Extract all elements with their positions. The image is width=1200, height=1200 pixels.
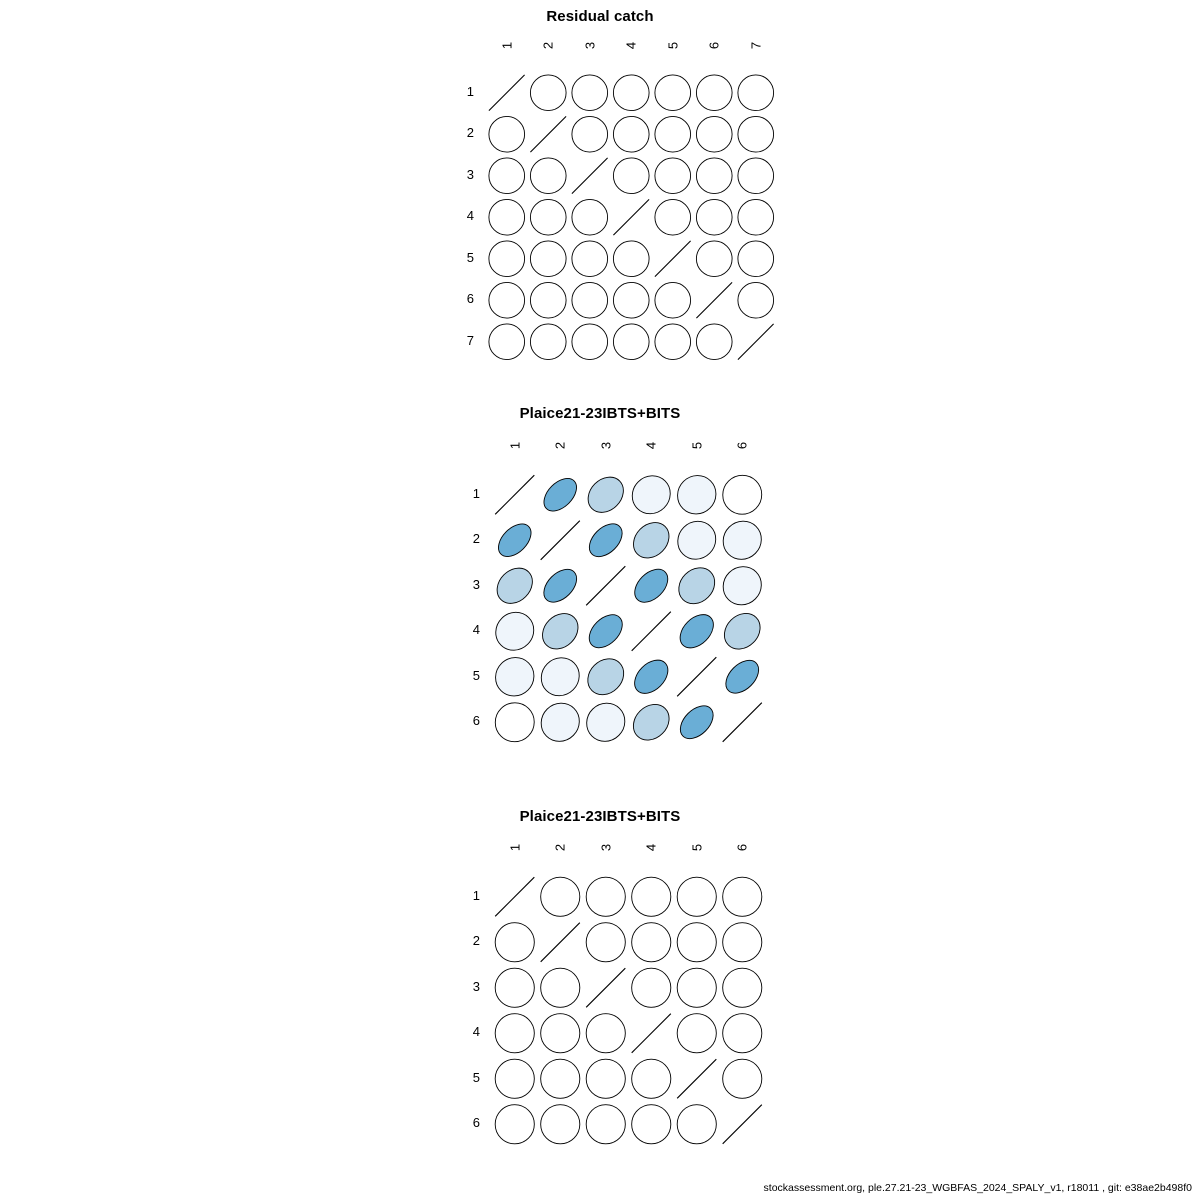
correlation-ellipse xyxy=(715,1051,765,1106)
correlation-ellipse xyxy=(720,654,765,699)
correlation-ellipse xyxy=(581,472,630,519)
row-label: 5 xyxy=(472,667,480,683)
column-label: 4 xyxy=(643,441,659,450)
column-label: 6 xyxy=(734,843,750,852)
correlation-ellipse xyxy=(523,234,573,284)
row-label: 1 xyxy=(472,485,480,501)
correlation-ellipse xyxy=(523,317,573,363)
correlation-ellipse xyxy=(689,192,739,242)
diagonal-line xyxy=(723,1105,762,1144)
correlation-ellipse xyxy=(538,472,583,517)
correlation-ellipse xyxy=(628,563,674,609)
correlation-matrix xyxy=(472,843,765,1147)
correlation-ellipse xyxy=(486,275,532,325)
diagonal-line xyxy=(677,657,716,696)
correlation-ellipse xyxy=(565,109,615,159)
column-label: 3 xyxy=(598,441,614,450)
correlation-ellipse xyxy=(486,192,532,242)
correlation-ellipse xyxy=(731,151,777,201)
correlation-ellipse xyxy=(578,1097,633,1147)
correlation-ellipse xyxy=(669,1097,724,1147)
diagonal-line xyxy=(696,282,732,318)
correlation-ellipse xyxy=(533,960,588,1015)
correlation-ellipse xyxy=(486,109,532,159)
diagonal-line xyxy=(495,877,534,916)
correlation-ellipse xyxy=(492,960,542,1015)
correlation-matrix xyxy=(466,41,777,363)
chart-panel xyxy=(0,8,1200,348)
correlation-ellipse xyxy=(533,874,588,924)
correlation-ellipse xyxy=(486,317,532,363)
correlation-ellipse xyxy=(523,192,573,242)
correlation-ellipse xyxy=(717,606,765,656)
correlation-ellipse xyxy=(581,652,631,702)
column-label: 7 xyxy=(748,41,764,50)
correlation-ellipse xyxy=(606,109,656,159)
correlation-ellipse xyxy=(648,109,698,159)
column-label: 1 xyxy=(507,843,523,852)
correlation-ellipse xyxy=(648,192,698,242)
correlation-ellipse xyxy=(715,874,765,924)
column-label: 4 xyxy=(643,843,659,852)
correlation-ellipse xyxy=(492,561,539,610)
correlation-ellipse xyxy=(674,608,720,654)
correlation-ellipse xyxy=(731,72,777,118)
correlation-ellipse xyxy=(533,1051,588,1106)
diagonal-line xyxy=(738,324,774,360)
row-label: 4 xyxy=(472,622,480,638)
row-label: 3 xyxy=(472,576,480,592)
correlation-ellipse xyxy=(648,275,698,325)
correlation-ellipse xyxy=(565,317,615,363)
row-label: 2 xyxy=(472,531,480,547)
row-label: 6 xyxy=(472,713,480,729)
correlation-ellipse xyxy=(492,650,542,704)
correlation-ellipse xyxy=(669,1006,724,1061)
correlation-ellipse xyxy=(624,915,679,970)
panel-title: Plaice21-23IBTS+BITS xyxy=(519,808,681,825)
correlation-ellipse xyxy=(624,1097,679,1147)
correlation-ellipse xyxy=(624,472,678,522)
correlation-ellipse xyxy=(648,317,698,363)
correlation-ellipse xyxy=(533,1097,588,1147)
correlation-ellipse xyxy=(689,317,739,363)
correlation-ellipse xyxy=(606,275,656,325)
correlation-ellipse xyxy=(731,192,777,242)
correlation-ellipse xyxy=(492,1051,542,1106)
column-label: 6 xyxy=(734,441,750,450)
correlation-ellipse xyxy=(486,234,532,284)
correlation-ellipse xyxy=(715,472,765,522)
correlation-ellipse xyxy=(689,72,739,118)
correlation-ellipse xyxy=(669,874,724,924)
correlation-ellipse xyxy=(578,1051,633,1106)
correlation-ellipse xyxy=(535,606,585,656)
correlation-ellipse xyxy=(670,472,724,522)
correlation-ellipse xyxy=(689,109,739,159)
correlation-ellipse xyxy=(674,700,719,745)
column-label: 3 xyxy=(598,843,614,852)
column-label: 3 xyxy=(582,41,598,50)
correlation-ellipse xyxy=(669,960,724,1015)
column-label: 5 xyxy=(665,41,681,50)
column-label: 6 xyxy=(706,41,722,50)
diagonal-line xyxy=(572,158,608,194)
correlation-ellipse xyxy=(492,1097,542,1147)
correlation-ellipse xyxy=(606,317,656,363)
correlation-ellipse xyxy=(626,697,676,745)
correlation-ellipse xyxy=(715,513,765,567)
diagonal-line xyxy=(632,612,671,651)
correlation-matrix xyxy=(472,441,765,745)
correlation-ellipse xyxy=(731,109,777,159)
column-label: 5 xyxy=(689,843,705,852)
correlation-ellipse xyxy=(523,72,573,118)
column-label: 5 xyxy=(689,441,705,450)
diagonal-line xyxy=(586,968,625,1007)
correlation-ellipse xyxy=(626,515,676,565)
correlation-ellipse xyxy=(565,192,615,242)
correlation-ellipse xyxy=(583,518,628,563)
diagonal-line xyxy=(613,199,649,235)
diagonal-line xyxy=(541,923,580,962)
correlation-ellipse xyxy=(648,72,698,118)
diagonal-line xyxy=(723,703,762,742)
row-label: 1 xyxy=(466,83,474,99)
matrix-cells xyxy=(486,72,777,363)
correlation-ellipse xyxy=(578,1006,633,1061)
correlation-ellipse xyxy=(689,234,739,284)
diagonal-line xyxy=(677,1059,716,1098)
row-label: 5 xyxy=(466,249,474,265)
row-label: 3 xyxy=(472,978,480,994)
correlation-ellipse xyxy=(672,561,722,611)
row-label: 5 xyxy=(472,1069,480,1085)
column-label: 1 xyxy=(499,41,515,50)
chart-panel xyxy=(0,405,1200,729)
correlation-ellipse xyxy=(492,518,537,563)
correlation-ellipse xyxy=(533,1006,588,1061)
correlation-ellipse xyxy=(578,874,633,924)
correlation-ellipse xyxy=(533,695,587,745)
diagonal-line xyxy=(530,116,566,152)
column-label: 4 xyxy=(623,41,639,50)
row-label: 6 xyxy=(472,1115,480,1131)
matrix-cells xyxy=(492,874,765,1147)
diagonal-line xyxy=(541,521,580,560)
column-label: 2 xyxy=(540,41,556,50)
row-label: 7 xyxy=(466,332,474,348)
correlation-ellipse xyxy=(565,72,615,118)
correlation-ellipse xyxy=(583,608,629,654)
correlation-ellipse xyxy=(565,275,615,325)
footer-caption: stockassessment.org, ple.27.21-23_WGBFAS_2024_SPALY_v1, r18011 , git: e38ae2b498f0 xyxy=(763,1182,1192,1194)
correlation-ellipse xyxy=(731,234,777,284)
column-label: 2 xyxy=(552,441,568,450)
row-label: 3 xyxy=(466,166,474,182)
row-label: 6 xyxy=(466,291,474,307)
correlation-ellipse xyxy=(648,151,698,201)
correlation-ellipse xyxy=(578,915,633,970)
row-label: 2 xyxy=(472,933,480,949)
correlation-ellipse xyxy=(492,1006,542,1061)
correlation-ellipse xyxy=(492,915,542,970)
correlation-ellipse xyxy=(565,234,615,284)
correlation-ellipse xyxy=(669,915,724,970)
diagonal-line xyxy=(632,1014,671,1053)
correlation-ellipse xyxy=(715,915,765,970)
correlation-ellipse xyxy=(492,604,542,658)
correlation-ellipse xyxy=(689,151,739,201)
correlation-ellipse xyxy=(606,72,656,118)
row-label: 4 xyxy=(472,1024,480,1040)
diagonal-line xyxy=(586,566,625,605)
correlation-ellipse xyxy=(523,275,573,325)
correlation-ellipse xyxy=(606,234,656,284)
correlation-ellipse xyxy=(731,275,777,325)
diagonal-line xyxy=(489,75,525,111)
correlation-ellipse xyxy=(486,151,532,201)
panel-title: Residual catch xyxy=(546,8,654,25)
matrix-cells xyxy=(492,472,765,745)
correlation-ellipse xyxy=(538,563,583,608)
diagonal-line xyxy=(655,241,691,277)
row-label: 1 xyxy=(472,887,480,903)
chart-panel xyxy=(0,808,1200,1131)
correlation-ellipse xyxy=(523,151,573,201)
correlation-ellipse xyxy=(715,559,765,613)
correlation-ellipse xyxy=(624,960,679,1015)
correlation-ellipse xyxy=(628,654,674,700)
correlation-ellipse xyxy=(533,650,587,704)
correlation-ellipse xyxy=(670,513,724,567)
column-label: 1 xyxy=(507,441,523,450)
column-label: 2 xyxy=(552,843,568,852)
row-label: 2 xyxy=(466,125,474,141)
panel-title: Plaice21-23IBTS+BITS xyxy=(519,405,681,422)
correlation-ellipse xyxy=(579,695,633,745)
diagonal-line xyxy=(495,475,534,514)
correlation-ellipse xyxy=(715,960,765,1015)
correlation-ellipse xyxy=(492,695,542,745)
correlation-ellipse xyxy=(606,151,656,201)
row-label: 4 xyxy=(466,208,474,224)
correlation-ellipse xyxy=(715,1006,765,1061)
correlation-ellipse xyxy=(624,1051,679,1106)
correlation-ellipse xyxy=(624,874,679,924)
